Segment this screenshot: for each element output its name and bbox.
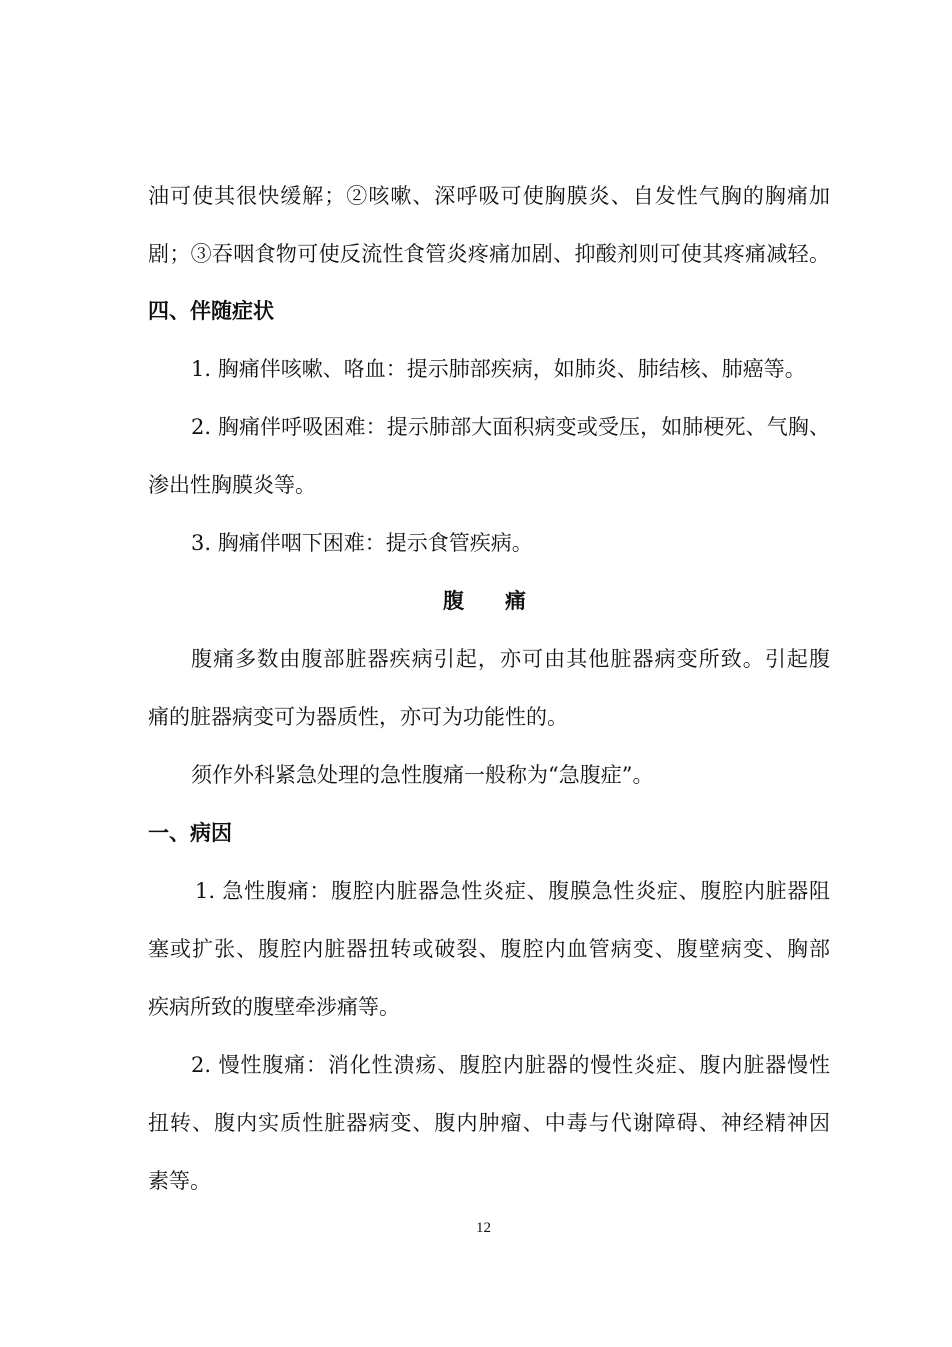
cause-acute-line-3: 疾病所致的腹壁牵涉痛等。 — [148, 995, 400, 1019]
section-title-right: 痛 — [505, 588, 527, 613]
list-item-3: 3. 胸痛伴咽下困难：提示食管疾病。 — [191, 531, 533, 555]
cause-chronic-line-1: 2. 慢性腹痛：消化性溃疡、腹腔内脏器的慢性炎症、腹内脏器慢性 — [191, 1053, 830, 1077]
cause-chronic-line-2: 扭转、腹内实质性脏器病变、腹内肿瘤、中毒与代谢障碍、神经精神因 — [148, 1111, 830, 1135]
paragraph-line-1: 油可使其很快缓解；②咳嗽、深呼吸可使胸膜炎、自发性气胸的胸痛加 — [148, 184, 830, 208]
list-item-2-line-1: 2. 胸痛伴呼吸困难：提示肺部大面积病变或受压，如肺梗死、气胸、 — [191, 415, 830, 439]
section-title-left: 腹 — [443, 588, 465, 613]
paragraph-abdominal-pain-line-1: 腹痛多数由腹部脏器疾病引起，亦可由其他脏器病变所致。引起腹 — [191, 647, 830, 671]
list-item-1: 1. 胸痛伴咳嗽、咯血：提示肺部疾病，如肺炎、肺结核、肺癌等。 — [191, 357, 806, 381]
cause-acute-line-1: 1. 急性腹痛：腹腔内脏器急性炎症、腹膜急性炎症、腹腔内脏器阻 — [195, 879, 830, 903]
section-title — [443, 586, 527, 616]
list-item-2-line-2: 渗出性胸膜炎等。 — [148, 473, 316, 497]
paragraph-acute-abdomen: 须作外科紧急处理的急性腹痛一般称为“急腹症”。 — [191, 763, 654, 787]
paragraph-abdominal-pain-line-2: 痛的脏器病变可为器质性，亦可为功能性的。 — [148, 705, 568, 729]
page-number: 12 — [476, 1220, 491, 1236]
paragraph-line-2: 剧；③吞咽食物可使反流性食管炎疼痛加剧、抑酸剂则可使其疼痛减轻。 — [148, 242, 830, 266]
section-heading-causes: 一、病因 — [148, 820, 232, 845]
cause-chronic-line-3: 素等。 — [148, 1169, 211, 1193]
cause-acute-line-2: 塞或扩张、腹腔内脏器扭转或破裂、腹腔内血管病变、腹壁病变、胸部 — [148, 937, 830, 961]
section-heading-accompanying-symptoms: 四、伴随症状 — [148, 298, 274, 323]
